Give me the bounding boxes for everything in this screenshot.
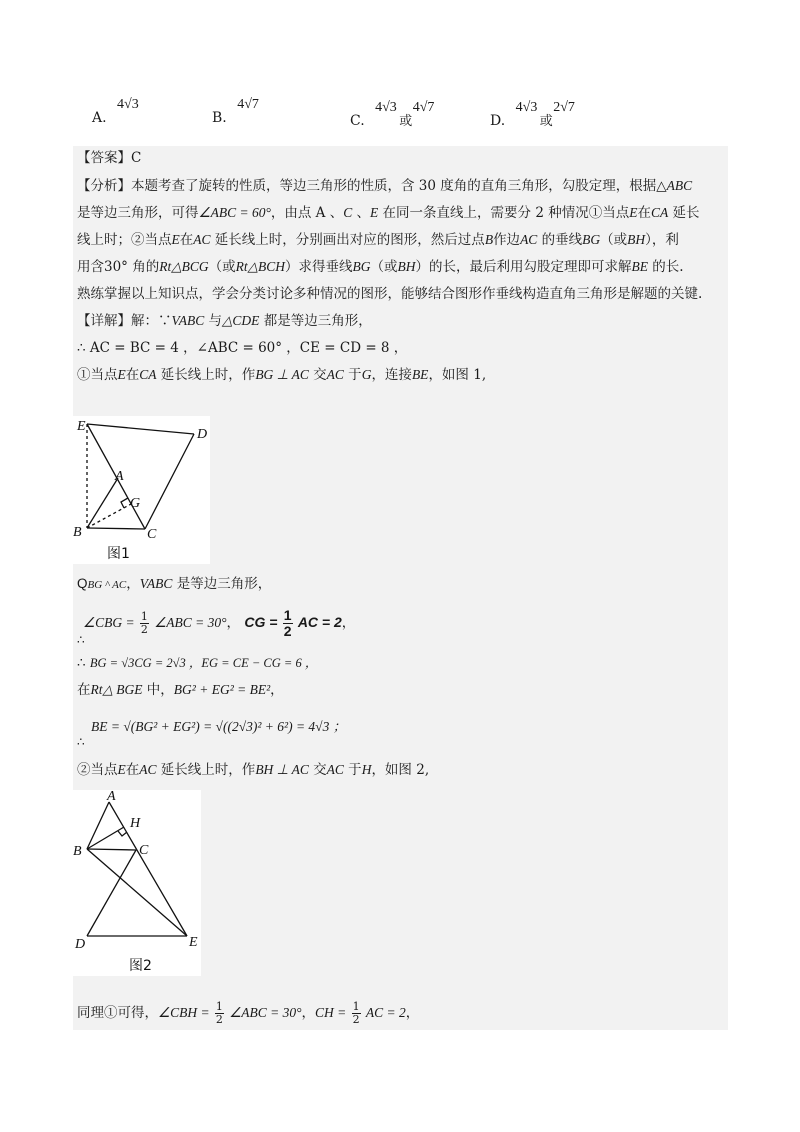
eq2-line: ∴ BG = √3CG = 2√3 ，EG = CE − CG = 6 ， [77,655,318,671]
case-1-line: ①当点E在CA 延长线上时，作BG ⊥ AC 交AC 于G，连接BE，如图 1, [77,367,487,383]
fig1-label-G: G [130,496,141,511]
analysis-line-3: 线上时；②当点E在AC 延长线上时，分别画出对应的图形，然后过点B作边AC 的垂线BG（或BH），利 [77,232,679,248]
case-2-line: ②当点E在AC 延长线上时，作BH ⊥ AC 交AC 于H，如图 2, [77,762,430,778]
fig2-seg-AE [109,802,187,936]
fig1-label-A: A [115,469,124,484]
analysis-line-4: 用含30° 角的Rt△BCG（或Rt△BCH）求得垂线BG（或BH）的长，最后利用勾股定理即可求解BE 的长. [77,259,684,275]
fig1-label-B: B [73,525,82,540]
last-fraction-1: $\frac{1}{2}$ [215,1000,223,1026]
fig2-label-C: C [139,843,149,858]
fig2-seg-BE [87,849,187,936]
fig1-right-angle-mark [121,498,128,508]
last-line: 同理①可得，∠CBH = $\frac{1}{2}$ ∠ABC = 30°，CH = $\frac{1}{2}$ AC = 2， [77,1000,420,1026]
fig1-label-C: C [147,527,157,542]
solution-panel [73,146,728,1030]
detail-line-1: 【详解】解：∵VABC 与△CDE 都是等边三角形， [77,313,372,329]
figure-1-diagram [73,416,210,564]
q1-line: QBG ^ AC，VABC 是等边三角形， [77,576,272,592]
eq1-fraction: $\frac{1}{2}$ [140,610,148,636]
figure-2-diagram [73,790,201,976]
fig1-label-D: D [197,427,208,442]
fig1-seg-DC [145,434,194,529]
eq1b-fraction: $\frac{1}{2}$ [283,607,292,639]
therefore-mark-1: ∴ [77,633,85,647]
analysis-line-1: 【分析】本题考查了旋转的性质，等边三角形的性质，含 30 度角的直角三角形，勾股定理，根据△ABC [77,178,693,194]
fig2-label-H: H [130,816,141,831]
fig1-seg-ED [87,424,194,434]
detail-line-2: ∴ AC = BC = 4 ，∠ABC = 60° ，CE = CD = 8 ， [77,340,408,356]
figure-2 [73,790,201,976]
answer-line: 【答案】C [77,150,142,166]
fig1-seg-BC [87,528,145,529]
answer-value: C [131,150,142,166]
option-b: B. 4√7 [212,97,259,126]
figure-1 [73,416,210,564]
therefore-mark-2: ∴ [77,735,85,749]
fig2-label-A: A [107,790,116,804]
analysis-line-2: 是等边三角形，可得∠ABC = 60°，由点 A 、C 、E 在同一条直线上，需要分 2 种情况①当点E在CA 延长 [77,205,700,221]
fig2-seg-BC [87,849,136,850]
fig1-seg-BA [87,478,118,528]
fig2-label-E: E [189,935,198,950]
fig1-label-E: E [77,419,86,434]
option-a: A. 4√3 [92,97,139,126]
analysis-line-5: 熟练掌握以上知识点，学会分类讨论多种情况的图形，能够结合图形作垂线构造直角三角形是解题的关键. [77,286,703,302]
eq3-line: 在Rt△ BGE 中，BG² + EG² = BE²， [77,682,284,698]
fig2-label-D: D [75,937,86,952]
eq1-line: ∠CBG = $\frac{1}{2}$ ∠ABC = 30°， CG = $\frac{1}{2}$ AC = 2， [83,607,356,639]
last-fraction-2: $\frac{1}{2}$ [352,1000,360,1026]
option-c: C. 4√3 或 4√7 [350,100,435,129]
options-row [92,98,732,132]
fig2-caption: 图2 [129,958,152,974]
eq4-line: BE = √(BG² + EG²) = √((2√3)² + 6²) = 4√3 ； [91,719,347,734]
option-d: D. 4√3 或 2√7 [490,100,575,129]
fig2-label-B: B [73,844,82,859]
fig2-seg-CD [87,850,136,936]
fig1-caption: 图1 [107,546,130,562]
